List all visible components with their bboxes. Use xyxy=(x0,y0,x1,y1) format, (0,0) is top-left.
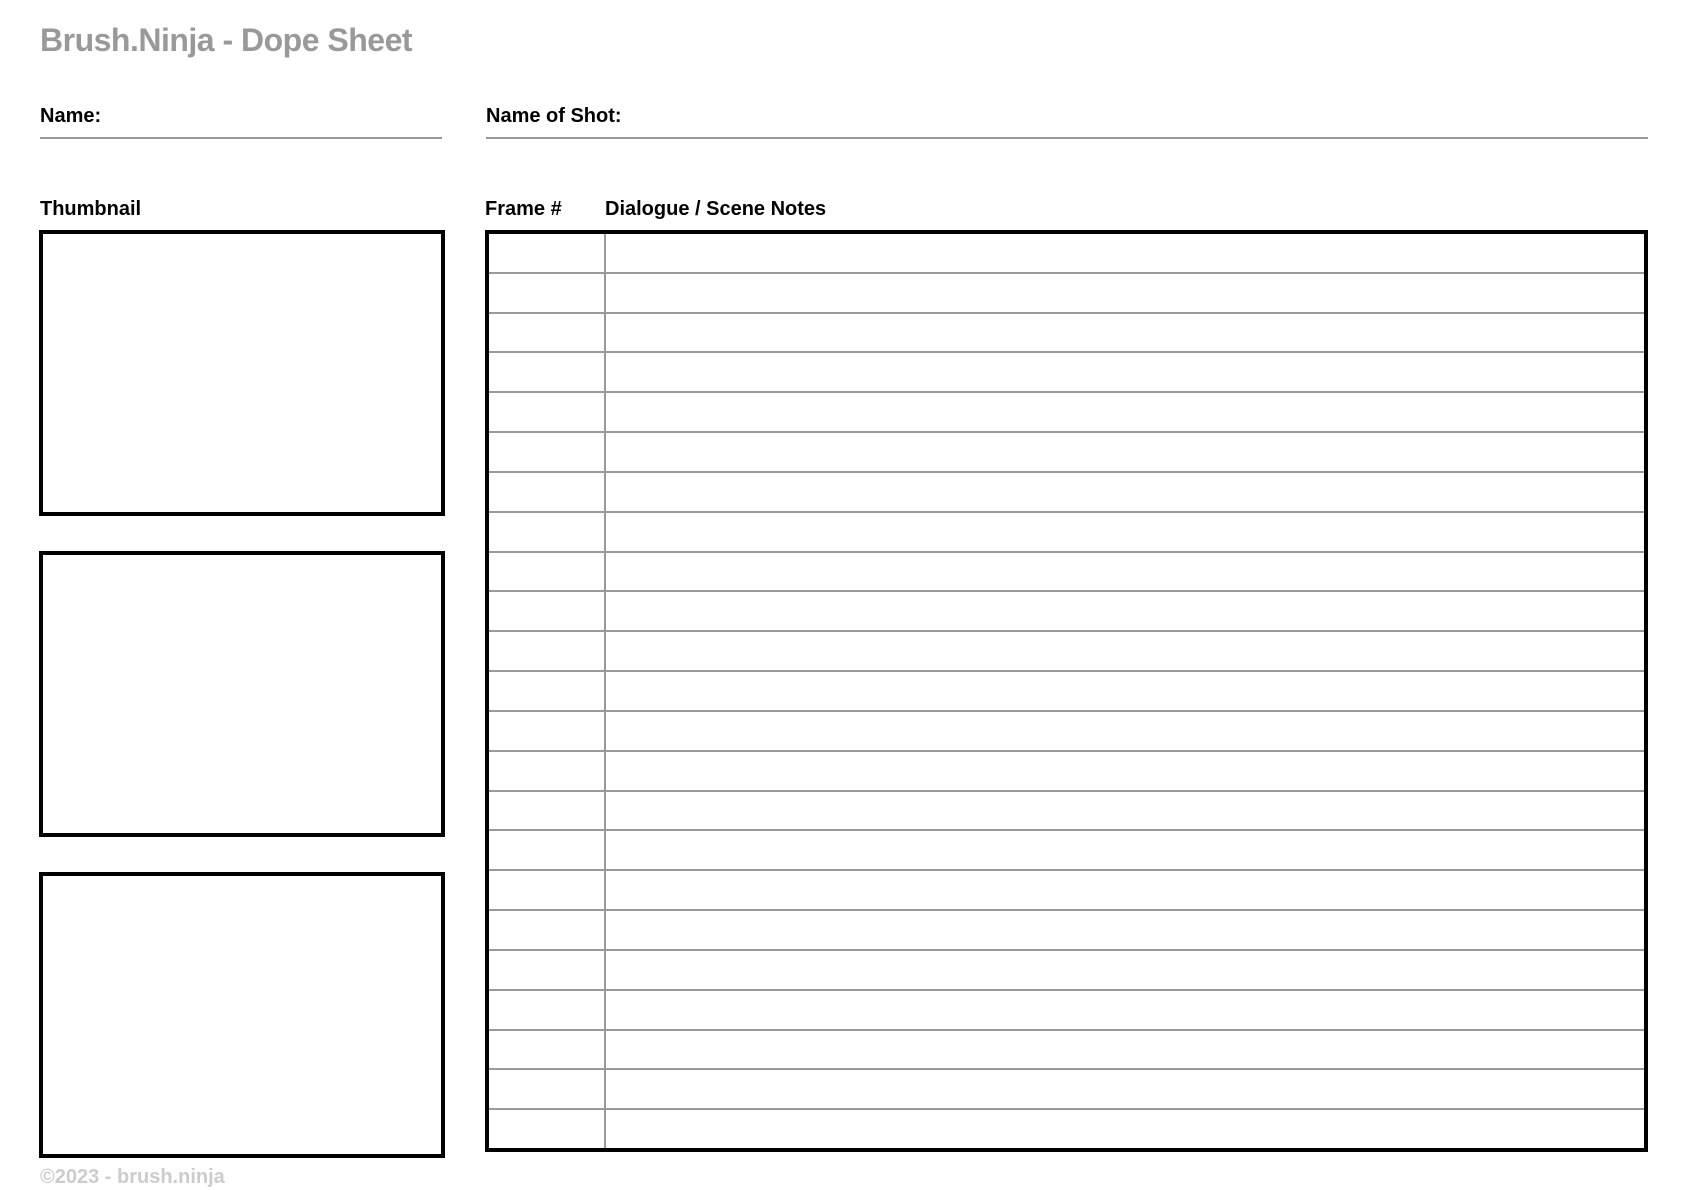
dialogue-notes-cell[interactable] xyxy=(606,752,1644,790)
frame-number-header: Frame # xyxy=(485,198,562,220)
frame-number-cell[interactable] xyxy=(489,513,606,551)
frame-number-cell[interactable] xyxy=(489,792,606,830)
table-row xyxy=(489,314,1644,354)
dialogue-notes-cell[interactable] xyxy=(606,353,1644,391)
frame-number-cell[interactable] xyxy=(489,911,606,949)
frame-number-cell[interactable] xyxy=(489,672,606,710)
dialogue-notes-cell[interactable] xyxy=(606,991,1644,1029)
dialogue-notes-cell[interactable] xyxy=(606,831,1644,869)
table-row xyxy=(489,951,1644,991)
table-row xyxy=(489,353,1644,393)
table-row xyxy=(489,433,1644,473)
dialogue-notes-table xyxy=(485,230,1648,1152)
thumbnail-box-1[interactable] xyxy=(39,230,445,516)
table-row xyxy=(489,792,1644,832)
table-row xyxy=(489,712,1644,752)
dialogue-notes-cell[interactable] xyxy=(606,712,1644,750)
table-row xyxy=(489,991,1644,1031)
table-row xyxy=(489,632,1644,672)
dialogue-notes-cell[interactable] xyxy=(606,1110,1644,1148)
copyright-footer: ©2023 - brush.ninja xyxy=(40,1166,225,1188)
table-row xyxy=(489,274,1644,314)
table-row xyxy=(489,234,1644,274)
dialogue-notes-cell[interactable] xyxy=(606,1070,1644,1108)
dialogue-notes-header: Dialogue / Scene Notes xyxy=(605,198,827,220)
dialogue-notes-cell[interactable] xyxy=(606,871,1644,909)
dialogue-notes-cell[interactable] xyxy=(606,1031,1644,1069)
frame-number-cell[interactable] xyxy=(489,951,606,989)
frame-number-cell[interactable] xyxy=(489,393,606,431)
table-row xyxy=(489,871,1644,911)
table-row xyxy=(489,1031,1644,1071)
table-row xyxy=(489,752,1644,792)
dialogue-notes-cell[interactable] xyxy=(606,553,1644,591)
dialogue-notes-cell[interactable] xyxy=(606,792,1644,830)
table-row xyxy=(489,393,1644,433)
frame-number-cell[interactable] xyxy=(489,433,606,471)
table-row xyxy=(489,672,1644,712)
dialogue-notes-cell[interactable] xyxy=(606,433,1644,471)
table-row xyxy=(489,473,1644,513)
table-row xyxy=(489,513,1644,553)
page-title: Brush.Ninja - Dope Sheet xyxy=(40,22,413,58)
frame-number-cell[interactable] xyxy=(489,1110,606,1148)
frame-number-cell[interactable] xyxy=(489,353,606,391)
table-row xyxy=(489,1110,1644,1148)
name-label: Name: xyxy=(40,105,102,127)
dialogue-notes-cell[interactable] xyxy=(606,473,1644,511)
dialogue-notes-cell[interactable] xyxy=(606,911,1644,949)
table-row xyxy=(489,553,1644,593)
thumbnail-box-2[interactable] xyxy=(39,551,445,837)
table-row xyxy=(489,911,1644,951)
table-row xyxy=(489,592,1644,632)
shot-name-label: Name of Shot: xyxy=(486,105,622,127)
frame-number-cell[interactable] xyxy=(489,473,606,511)
dialogue-notes-cell[interactable] xyxy=(606,393,1644,431)
dialogue-notes-cell[interactable] xyxy=(606,632,1644,670)
frame-number-cell[interactable] xyxy=(489,1070,606,1108)
frame-number-cell[interactable] xyxy=(489,871,606,909)
dialogue-notes-cell[interactable] xyxy=(606,951,1644,989)
frame-number-cell[interactable] xyxy=(489,553,606,591)
dialogue-notes-cell[interactable] xyxy=(606,513,1644,551)
table-row xyxy=(489,831,1644,871)
name-field-line[interactable] xyxy=(40,137,442,139)
dialogue-notes-cell[interactable] xyxy=(606,234,1644,272)
frame-number-cell[interactable] xyxy=(489,712,606,750)
frame-number-cell[interactable] xyxy=(489,632,606,670)
dialogue-notes-cell[interactable] xyxy=(606,274,1644,312)
shot-name-field-line[interactable] xyxy=(486,137,1648,139)
dialogue-notes-cell[interactable] xyxy=(606,314,1644,352)
frame-number-cell[interactable] xyxy=(489,831,606,869)
dialogue-notes-cell[interactable] xyxy=(606,592,1644,630)
dialogue-notes-cell[interactable] xyxy=(606,672,1644,710)
thumbnail-box-3[interactable] xyxy=(39,872,445,1158)
frame-number-cell[interactable] xyxy=(489,592,606,630)
table-row xyxy=(489,1070,1644,1110)
frame-number-cell[interactable] xyxy=(489,1031,606,1069)
thumbnail-label: Thumbnail xyxy=(40,198,142,220)
frame-number-cell[interactable] xyxy=(489,234,606,272)
frame-number-cell[interactable] xyxy=(489,752,606,790)
frame-number-cell[interactable] xyxy=(489,274,606,312)
frame-number-cell[interactable] xyxy=(489,991,606,1029)
frame-number-cell[interactable] xyxy=(489,314,606,352)
